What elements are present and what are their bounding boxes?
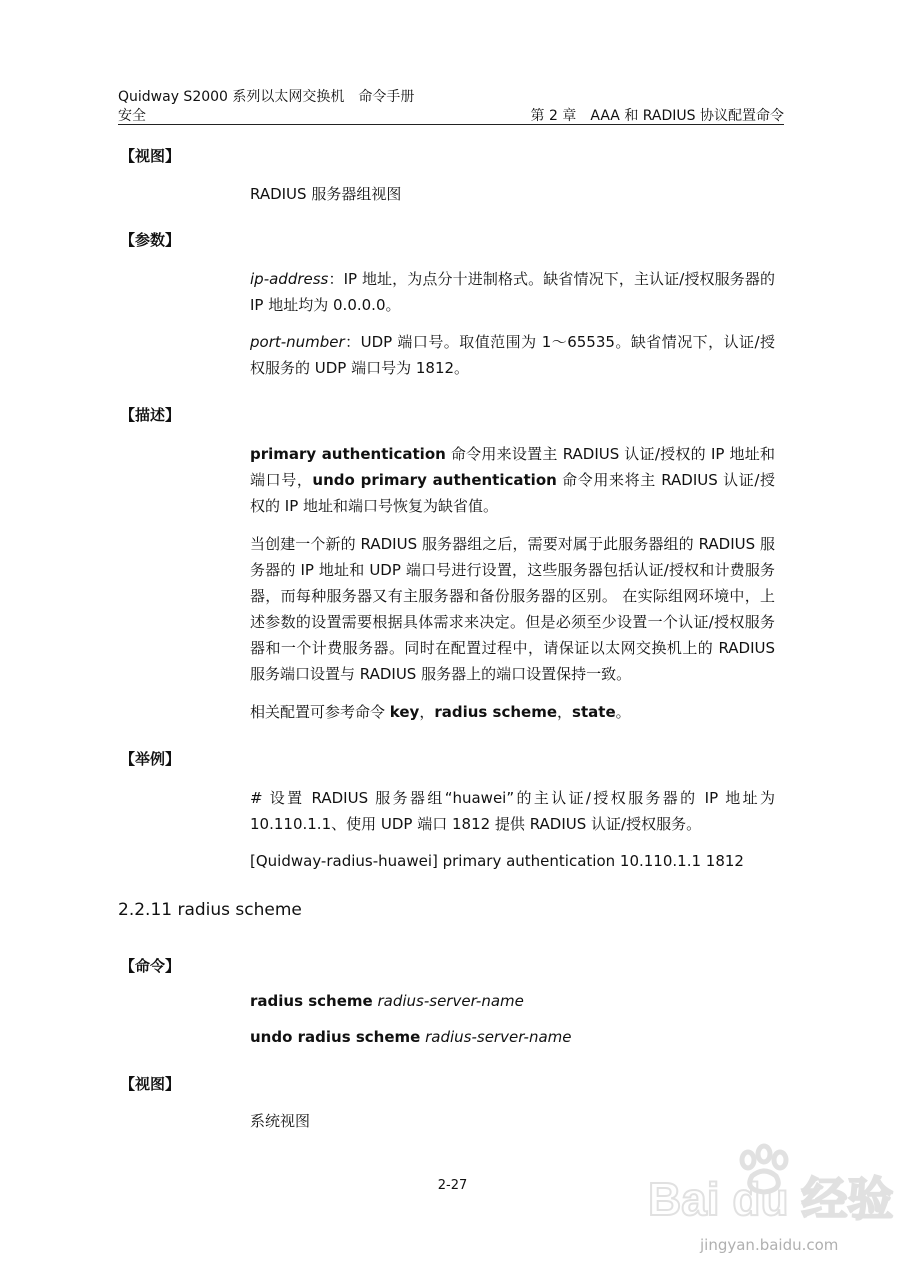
- page-number: 2-27: [437, 1178, 468, 1193]
- desc2-text: 当创建一个新的 RADIUS 服务器组之后，需要对属于此服务器组的 RADIUS 服务器的 IP 地址和 UDP 端口号进行设置，这些服务器包括认证/授权和计费服务器，而每种服务器又有主服务器和备份服务器的区别。 在实际组网环境中，上述参数的设置需要根据具体需求来决定。但是必须至少设置一个认证/授权服务器和一个计费服务器。同时在配置过程中，请保证以太网交换机上的 RADIUS 服务端口设置与 RADIUS 服务器上的端口设置保持一致。: [250, 535, 775, 683]
- desc-paragraph-1: [250, 441, 775, 519]
- header-section-label: 安全: [118, 108, 146, 124]
- ref-radius-scheme: radius scheme: [434, 703, 558, 721]
- command-line-2: [250, 1024, 775, 1050]
- ref-key: key: [389, 703, 420, 721]
- param-port-number: [250, 329, 775, 381]
- subsection-heading: 2.2.11 radius scheme: [118, 900, 302, 920]
- desc-paragraph-2: [250, 531, 775, 687]
- param-desc-ip: ：IP 地址，为点分十进制格式。缺省情况下，主认证/授权服务器的 IP 地址均为 0.0.0.0。: [250, 270, 775, 314]
- example-description: [250, 785, 775, 837]
- params-section-title: 【参数】: [120, 231, 181, 249]
- param-name-ip: ip-address: [250, 270, 329, 288]
- desc1-text-b: 命令用来将主 RADIUS 认证/授权的 IP 地址和端口号恢复为缺省值。: [250, 471, 775, 515]
- example-section-title: 【举例】: [120, 750, 181, 768]
- desc3-sep2: ，: [557, 703, 573, 721]
- ref-state: state: [572, 703, 616, 721]
- header-manual-title: Quidway S2000 系列以太网交换机 命令手册: [118, 89, 415, 105]
- header-rule: [118, 124, 784, 125]
- cmd-primary-auth: primary authentication: [250, 445, 446, 463]
- command-section-title: 【命令】: [120, 957, 181, 975]
- watermark-brand-text: Bai du 经验: [648, 1173, 894, 1225]
- command-line-1: [250, 988, 775, 1014]
- desc3-end: 。: [615, 703, 631, 721]
- view-text: RADIUS 服务器组视图: [250, 185, 402, 203]
- view-section-text: [250, 181, 775, 207]
- desc3-prefix: 相关配置可参考命令: [250, 703, 390, 721]
- desc-paragraph-3: [250, 699, 775, 725]
- example-cmd-text: [Quidway-radius-huawei] primary authentication 10.110.1.1 1812: [250, 852, 744, 870]
- watermark-url: jingyan.baidu.com: [700, 1236, 839, 1254]
- view2-text: 系统视图: [250, 1112, 311, 1130]
- cmd-undo-primary-auth: undo primary authentication: [312, 471, 557, 489]
- cmd1-arg: radius-server-name: [372, 992, 524, 1010]
- view2-section-title: 【视图】: [120, 1075, 181, 1093]
- example-command: [250, 848, 775, 874]
- cmd1-keyword: radius scheme: [250, 992, 373, 1010]
- header-chapter-title: 第 2 章 AAA 和 RADIUS 协议配置命令: [530, 108, 784, 124]
- desc-section-title: 【描述】: [120, 406, 181, 424]
- param-desc-port: ：UDP 端口号。取值范围为 1～65535。缺省情况下，认证/授权服务的 UDP 端口号为 1812。: [250, 333, 775, 377]
- param-name-port: port-number: [250, 333, 345, 351]
- cmd2-keyword: undo radius scheme: [250, 1028, 421, 1046]
- view2-section-text: [250, 1108, 775, 1134]
- desc1-text-a: 命令用来设置主 RADIUS 认证/授权的 IP 地址和端口号，: [250, 445, 775, 489]
- param-ip-address: [250, 266, 775, 318]
- cmd2-arg: radius-server-name: [420, 1028, 572, 1046]
- desc3-sep1: ，: [419, 703, 435, 721]
- example-text: # 设置 RADIUS 服务器组“huawei”的主认证/授权服务器的 IP 地址为 10.110.1.1、使用 UDP 端口 1812 提供 RADIUS 认证/授权服务。: [250, 789, 775, 833]
- view-section-title: 【视图】: [120, 147, 181, 165]
